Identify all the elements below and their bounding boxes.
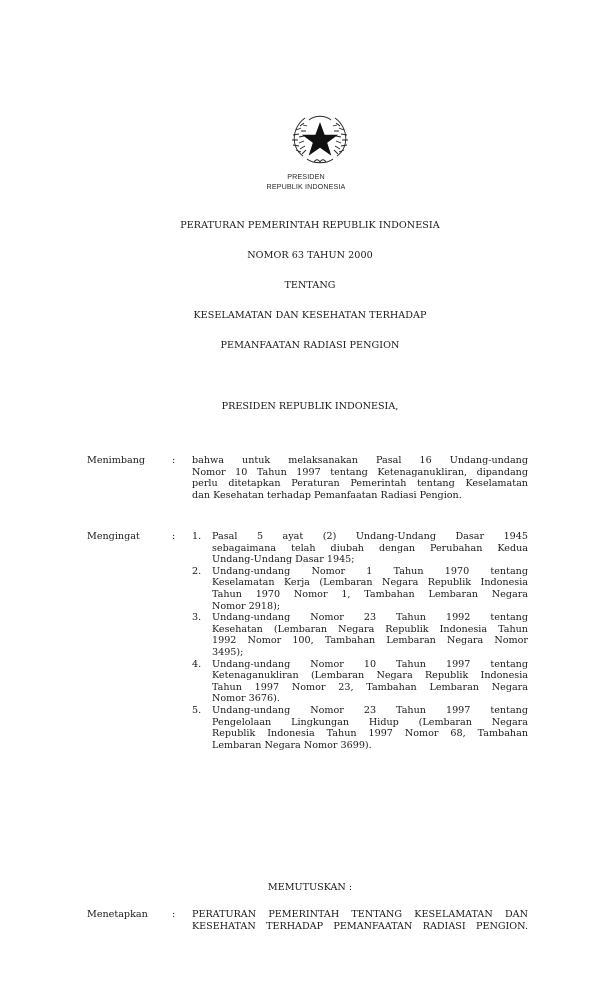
item-line: Republik Indonesia Tahun 1997 Nomor 68, Tambahan bbox=[212, 728, 528, 740]
mengingat-label: Mengingat bbox=[87, 531, 140, 542]
menetapkan-label: Menetapkan bbox=[87, 909, 148, 920]
mengingat-item bbox=[192, 705, 528, 751]
item-line: Nomor 3676). bbox=[212, 693, 280, 705]
item-number: 4. bbox=[192, 658, 202, 670]
presidential-emblem-icon bbox=[281, 112, 359, 168]
item-line: Undang-Undang Dasar 1945; bbox=[212, 554, 355, 566]
regulation-title: PERATURAN PEMERINTAH REPUBLIK INDONESIA bbox=[180, 220, 440, 231]
emblem-caption-presiden: PRESIDEN bbox=[287, 172, 325, 181]
menimbang-label: Menimbang bbox=[87, 455, 146, 466]
item-line: Tahun 1970 Nomor 1, Tambahan Lembaran Negara bbox=[212, 588, 528, 600]
menimbang-line: perlu ditetapkan Peraturan Pemerintah tentang Keselamatan bbox=[192, 478, 528, 490]
regulation-tentang: TENTANG bbox=[284, 280, 336, 291]
mengingat-item bbox=[192, 612, 528, 658]
mengingat-item bbox=[192, 531, 528, 566]
item-line: Nomor 2918); bbox=[212, 600, 281, 612]
item-line: 3495); bbox=[212, 646, 244, 658]
regulation-subject-line2: PEMANFAATAN RADIASI PENGION bbox=[220, 340, 400, 351]
item-line: Pengelolaan Lingkungan Hidup (Lembaran Negara bbox=[212, 716, 528, 728]
item-number: 1. bbox=[192, 531, 202, 542]
regulation-number: NOMOR 63 TAHUN 2000 bbox=[247, 250, 373, 261]
item-line: Undang-undang Nomor 23 Tahun 1997 tentang bbox=[212, 704, 528, 716]
item-line: Pasal 5 ayat (2) Undang-Undang Dasar 1945 bbox=[212, 531, 528, 542]
menimbang-colon: : bbox=[172, 455, 176, 466]
menimbang-line: dan Kesehatan terhadap Pemanfaatan Radiasi Pengion. bbox=[192, 489, 462, 501]
menimbang-text bbox=[192, 455, 528, 501]
item-line: Tahun 1997 Nomor 23, Tambahan Lembaran Negara bbox=[212, 681, 528, 693]
menetapkan-colon: : bbox=[172, 909, 176, 920]
item-number: 5. bbox=[192, 704, 202, 716]
menetapkan-line: PERATURAN PEMERINTAH TENTANG KESELAMATAN DAN bbox=[192, 909, 528, 920]
mengingat-item bbox=[192, 659, 528, 705]
mengingat-item bbox=[192, 566, 528, 612]
item-line: Undang-undang Nomor 1 Tahun 1970 tentang bbox=[212, 565, 528, 577]
item-line: 1992 Nomor 100, Tambahan Lembaran Negara Nomor bbox=[212, 635, 528, 647]
president-heading: PRESIDEN REPUBLIK INDONESIA, bbox=[221, 401, 399, 412]
regulation-subject-line1: KESELAMATAN DAN KESEHATAN TERHADAP bbox=[193, 310, 427, 321]
menetapkan-line: KESEHATAN TERHADAP PEMANFAATAN RADIASI PENGION. bbox=[192, 920, 528, 932]
item-line: Undang-undang Nomor 10 Tahun 1997 tentang bbox=[212, 658, 528, 670]
menetapkan-text bbox=[192, 909, 528, 932]
menimbang-line: Nomor 10 Tahun 1997 tentang Ketenaganukliran, dipandang bbox=[192, 466, 528, 478]
item-line: Keselamatan Kerja (Lembaran Negara Republik Indonesia bbox=[212, 577, 528, 589]
item-line: Lembaran Negara Nomor 3699). bbox=[212, 739, 372, 751]
mengingat-colon: : bbox=[172, 531, 176, 542]
item-line: Kesehatan (Lembaran Negara Republik Indonesia Tahun bbox=[212, 623, 528, 635]
mengingat-list bbox=[192, 531, 528, 751]
menimbang-line: bahwa untuk melaksanakan Pasal 16 Undang-undang bbox=[192, 455, 528, 466]
emblem-caption-republik: REPUBLIK INDONESIA bbox=[266, 182, 346, 191]
memutuskan-heading: MEMUTUSKAN : bbox=[267, 882, 353, 893]
item-number: 2. bbox=[192, 565, 202, 577]
item-line: Ketenaganukliran (Lembaran Negara Republik Indonesia bbox=[212, 670, 528, 682]
item-line: Undang-undang Nomor 23 Tahun 1992 tentang bbox=[212, 612, 528, 624]
item-line: sebagaimana telah diubah dengan Perubahan Kedua bbox=[212, 542, 528, 554]
item-number: 3. bbox=[192, 612, 202, 624]
